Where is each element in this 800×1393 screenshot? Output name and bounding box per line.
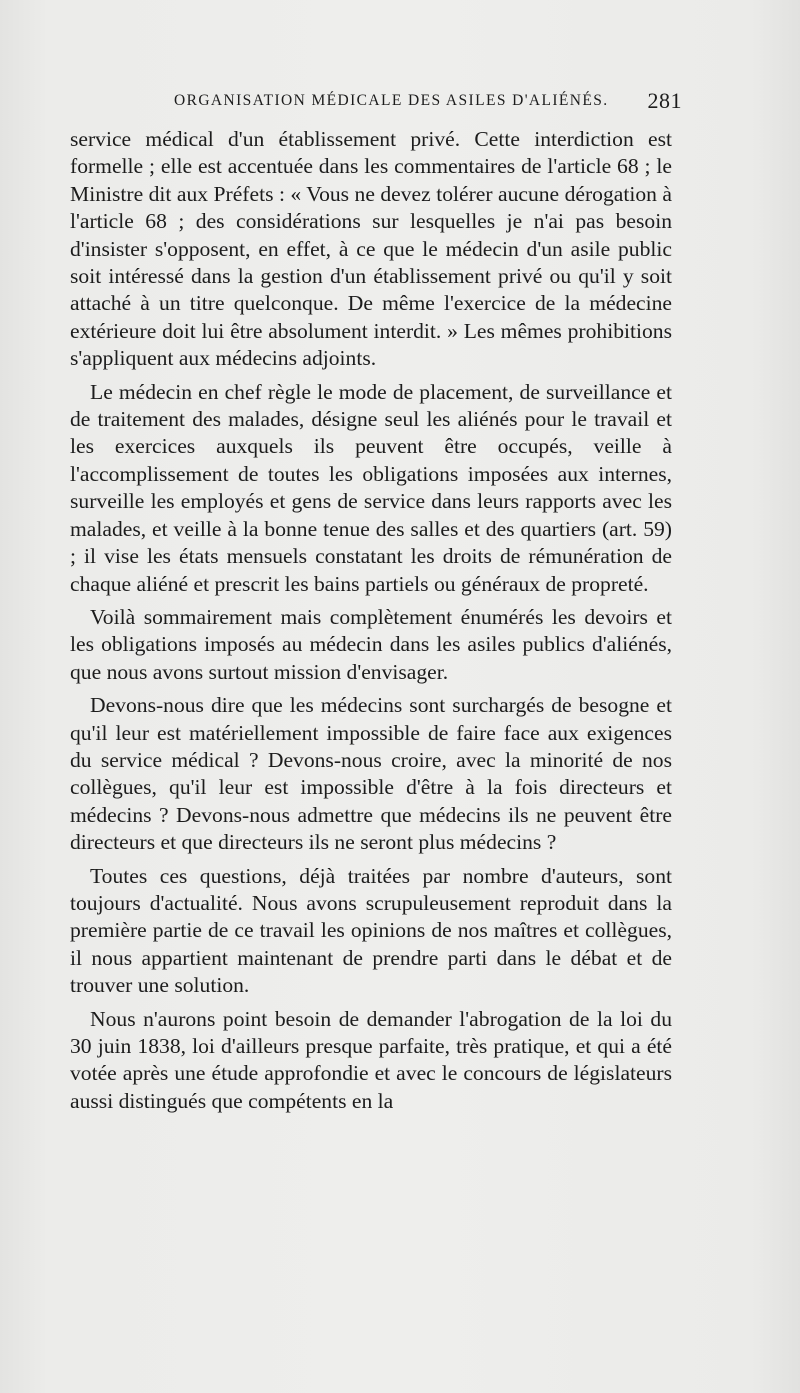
paragraph-6: Nous n'aurons point besoin de demander l'abrogation de la loi du 30 juin 1838, loi d'ailleurs presque parfaite, très pratique, et qui a été votée après une étude approfondie et avec le concours de législateurs aussi distingués que compétents en la [70, 1006, 672, 1113]
paragraph-2: Le médecin en chef règle le mode de placement, de surveillance et de traitement des malades, désigne seul les aliénés pour le travail et les exercices auxquels ils peuvent être occupés, veille à l'accomplissement de toutes les obligations imposées aux internes, surveille les employés et gens de service dans leurs rapports avec les malades, et veille à la bonne tenue des salles et des quartiers (art. 59) ; il vise les états mensuels constatant les droits de rémunération de chaque aliéné et prescrit les bains partiels ou généraux de propreté. [70, 379, 672, 596]
running-head [70, 88, 682, 122]
paragraph-3: Voilà sommairement mais complètement énumérés les devoirs et les obligations imposés au médecin dans les asiles publics d'aliénés, que nous avons surtout mission d'envisager. [70, 604, 672, 684]
paragraph-5: Toutes ces questions, déjà traitées par nombre d'auteurs, sont toujours d'actualité. Nous avons scrupuleusement reproduit dans la première partie de ce travail les opinions de nos maîtres et collègues, il nous appartient maintenant de prendre parti dans le débat et de trouver une solution. [70, 863, 672, 998]
page-number: 281 [647, 88, 682, 113]
running-title: ORGANISATION MÉDICALE DES ASILES D'ALIÉNÉS. [174, 92, 609, 109]
body-text [70, 126, 672, 1121]
paragraph-4: Devons-nous dire que les médecins sont surchargés de besogne et qu'il leur est matériellement impossible de faire face aux exigences du service médical ? Devons-nous croire, avec la minorité de nos collègues, qu'il leur est impossible d'être à la fois directeurs et médecins ? Devons-nous admettre que médecins ils ne peuvent être directeurs et que directeurs ils ne seront plus médecins ? [70, 693, 672, 855]
paragraph-1: service médical d'un établissement privé. Cette interdiction est formelle ; elle est accentuée dans les commentaires de l'article 68 ; le Ministre dit aux Préfets : « Vous ne devez tolérer aucune dérogation à l'article 68 ; des considérations sur lesquelles je n'ai pas besoin d'insister s'opposent, en effet, à ce que le médecin d'un asile public soit intéressé dans la gestion d'un établissement privé ou qu'il y soit attaché à un titre quelconque. De même l'exercice de la médecine extérieure doit lui être absolument interdit. » Les mêmes prohibitions s'appliquent aux médecins adjoints. [70, 127, 672, 371]
